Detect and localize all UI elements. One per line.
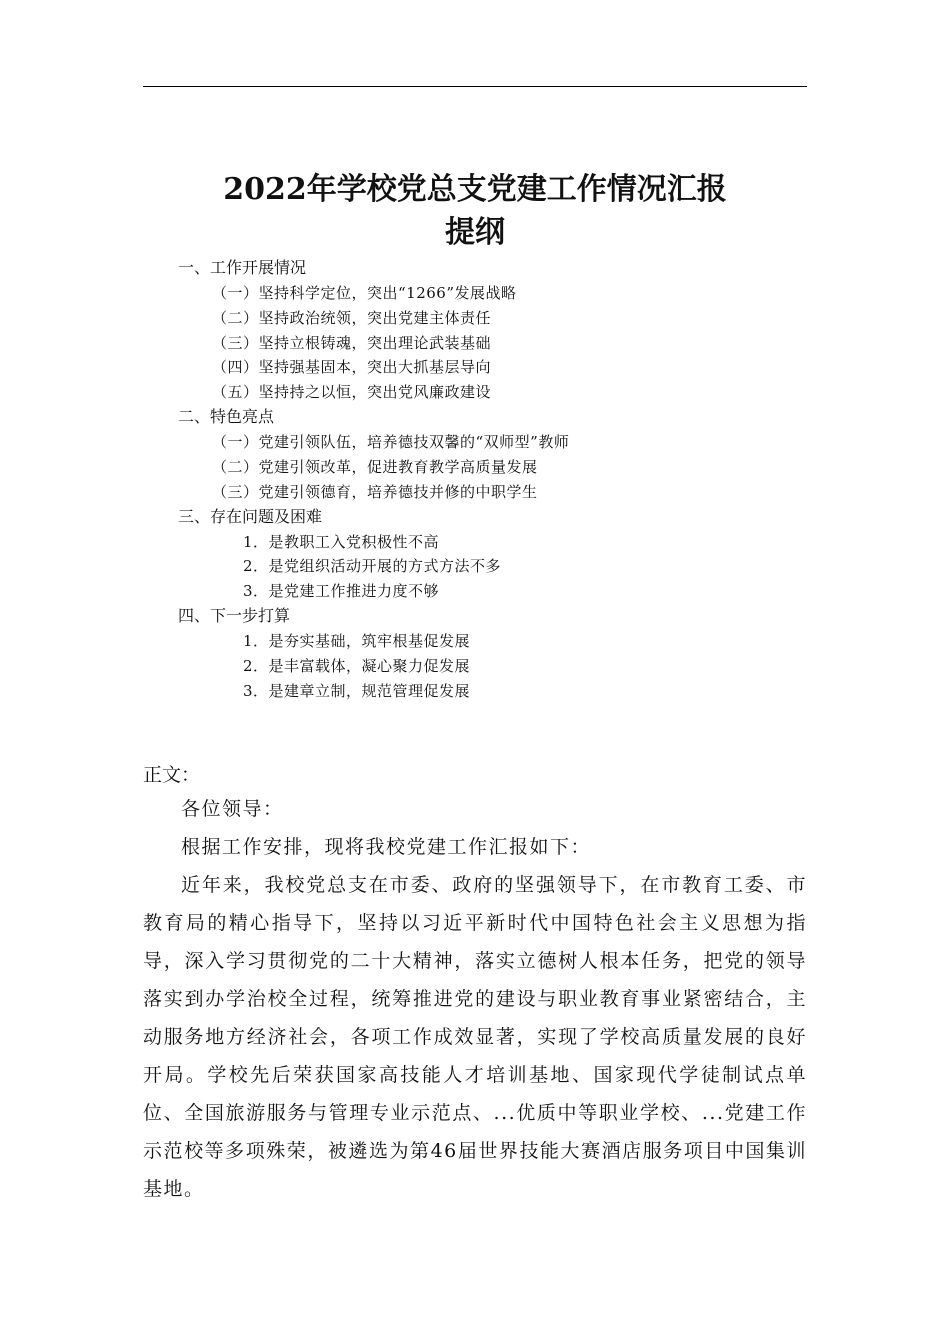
greeting: 各位领导： — [181, 798, 284, 820]
outline-item: （三）坚持立根铸魂，突出理论武装基础 — [212, 334, 492, 352]
outline-item: 2．是丰富载体，凝心聚力促发展 — [243, 657, 471, 675]
outline-item: （二）党建引领改革，促进教育教学高质量发展 — [212, 458, 538, 476]
header-rule — [143, 86, 807, 87]
outline-item: （一）党建引领队伍，培养德技双馨的“双师型”教师 — [212, 433, 570, 451]
outline-item: （二）坚持政治统领，突出党建主体责任 — [212, 309, 492, 327]
outline-section-heading: 三、存在问题及困难 — [178, 507, 323, 526]
outline-item: （五）坚持持之以恒，突出党风廉政建设 — [212, 383, 492, 401]
outline-item: 3．是建章立制，规范管理促发展 — [243, 682, 471, 700]
outline-item: （三）党建引领德育，培养德技并修的中职学生 — [212, 483, 538, 501]
outline-item: （一）坚持科学定位，突出“1266”发展战略 — [212, 284, 517, 302]
outline-item: 1．是夯实基础，筑牢根基促发展 — [243, 632, 471, 650]
body-paragraph: 近年来，我校党总支在市委、政府的坚强领导下，在市教育工委、市教育局的精心指导下，坚持以习近平新时代中国特色社会主义思想为指导，深入学习贯彻党的二十大精神，落实立德树人根本任务，把党的领导落实到办学治校全过程，统筹推进党的建设与职业教育事业紧密结合，主动服务地方经济社会，各项工作成效显著，实现了学校高质量发展的良好开局。学校先后荣获国家高技能人才培训基地、国家现代学徒制试点单位、全国旅游服务与管理专业示范点、...优质中等职业学校、...党建工作示范校等多项殊荣，被遴选为第46届世界技能大赛酒店服务项目中国集训基地。 — [143, 874, 807, 1200]
outline-section-heading: 一、工作开展情况 — [178, 258, 307, 277]
document-title: 2022年学校党总支党建工作情况汇报 — [223, 172, 727, 207]
outline-item: 2．是党组织活动开展的方式方法不多 — [243, 557, 502, 575]
outline-item: 1．是教职工入党积极性不高 — [243, 533, 440, 551]
body-label: 正文： — [143, 764, 201, 786]
outline-item: 3．是党建工作推进力度不够 — [243, 582, 440, 600]
intro-paragraph: 根据工作安排，现将我校党建工作汇报如下： — [181, 836, 592, 858]
outline-section-heading: 二、特色亮点 — [178, 407, 275, 426]
outline-item: （四）坚持强基固本，突出大抓基层导向 — [212, 358, 492, 376]
outline-section-heading: 四、下一步打算 — [178, 606, 291, 625]
document-subtitle: 提纲 — [445, 215, 505, 250]
